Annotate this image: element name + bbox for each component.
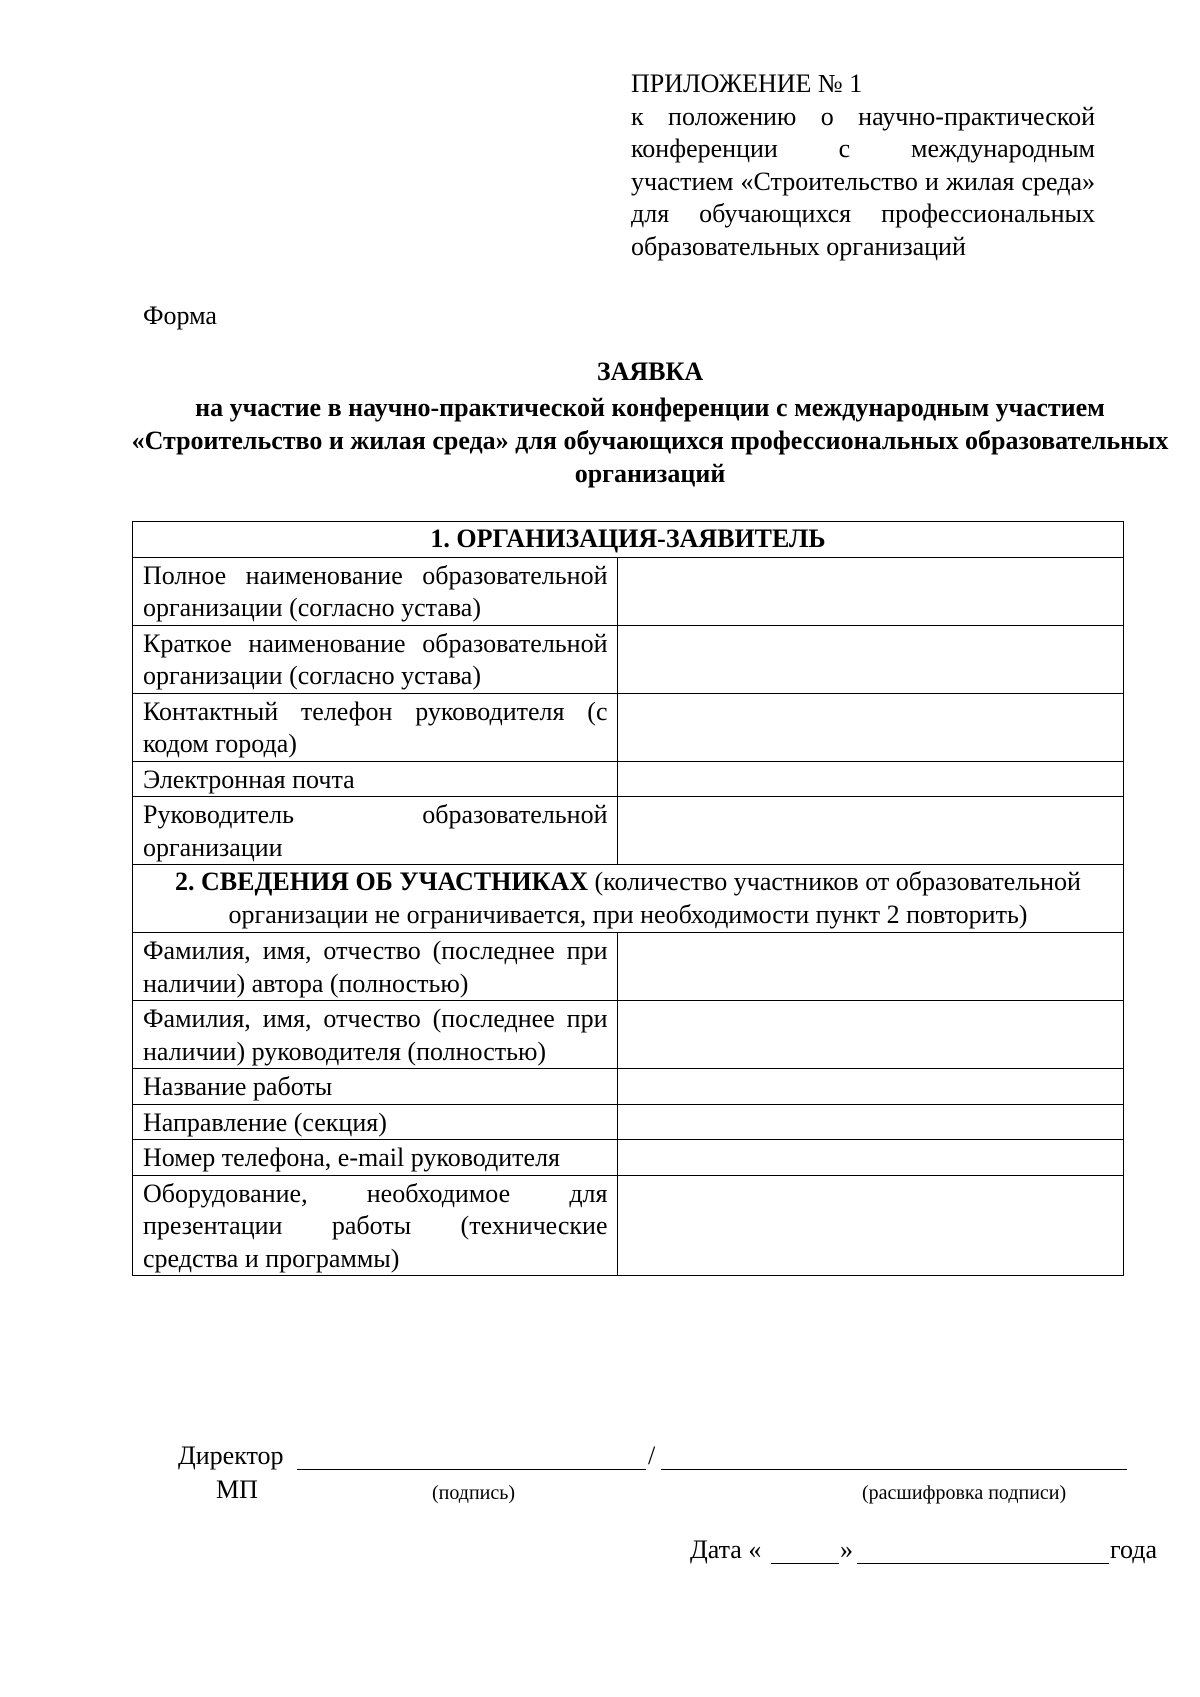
field-value-section[interactable] [618, 1104, 1124, 1140]
table-row [133, 1104, 1124, 1140]
signature-line[interactable] [297, 1469, 646, 1470]
field-value-supervisor-contacts[interactable] [618, 1140, 1124, 1176]
date-label: Дата « [690, 1535, 762, 1564]
field-value-equipment[interactable] [618, 1175, 1124, 1276]
field-value-short-name-org[interactable] [618, 625, 1124, 693]
field-label-work-title: Название работы [133, 1069, 618, 1105]
appendix-title: ПРИЛОЖЕНИЕ № 1 [631, 69, 863, 98]
field-label-equipment: Оборудование, необходимое для презентации работы (технические средства и программы) [133, 1175, 618, 1276]
field-label-email: Электронная почта [133, 761, 618, 797]
field-label-supervisor-contacts: Номер телефона, e-mail руководителя [133, 1140, 618, 1176]
field-value-work-title[interactable] [618, 1069, 1124, 1105]
section-2-header-cell [133, 865, 1124, 933]
field-value-supervisor-name[interactable] [618, 1001, 1124, 1069]
signature-decoding-line[interactable] [661, 1469, 1127, 1470]
decoding-caption: (расшифровка подписи) [862, 1482, 1067, 1504]
appendix-block [631, 68, 1095, 263]
field-label-full-name-org: Полное наименование образовательной организации (согласно устава) [133, 557, 618, 625]
stamp-label: МП [216, 1475, 258, 1504]
table-row [133, 1069, 1124, 1105]
date-month-year-line[interactable] [857, 1563, 1109, 1564]
field-label-supervisor-name: Фамилия, имя, отчество (последнее при наличии) руководителя (полностью) [133, 1001, 618, 1069]
section-2-note: (количество участников от образовательной организации не ограничивается, при необходимости пункт 2 повторить) [228, 867, 1081, 929]
field-value-author-name[interactable] [618, 933, 1124, 1001]
field-value-full-name-org[interactable] [618, 557, 1124, 625]
table-row [133, 625, 1124, 693]
table-row [133, 933, 1124, 1001]
section-1-heading: 1. ОРГАНИЗАЦИЯ-ЗАЯВИТЕЛЬ [133, 522, 1124, 558]
table-row [133, 1140, 1124, 1176]
document-title: ЗАЯВКА [596, 357, 704, 386]
field-label-author-name: Фамилия, имя, отчество (последнее при наличии) автора (полностью) [133, 933, 618, 1001]
year-label: года [1110, 1535, 1158, 1564]
signature-caption: (подпись) [432, 1482, 516, 1504]
field-value-email[interactable] [618, 761, 1124, 797]
section-2-heading: 2. СВЕДЕНИЯ ОБ УЧАСТНИКАХ [175, 867, 588, 896]
table-row [133, 1175, 1124, 1276]
form-label: Форма [143, 301, 217, 330]
table-row [133, 797, 1124, 865]
date-day-line[interactable] [771, 1563, 839, 1564]
field-value-head-phone[interactable] [618, 693, 1124, 761]
appendix-text: к положению о научно-практической конференции с международным участием «Строительство и жилая среда» для обучающихся профессиональных образовательных организаций [631, 101, 1095, 261]
date-close-quote: » [840, 1535, 853, 1564]
section-2-header-row [133, 865, 1124, 933]
field-value-org-head[interactable] [618, 797, 1124, 865]
field-label-section: Направление (секция) [133, 1104, 618, 1140]
table-row [133, 557, 1124, 625]
director-label: Директор [178, 1441, 284, 1470]
field-label-short-name-org: Краткое наименование образовательной организации (согласно устава) [133, 625, 618, 693]
application-form-table [132, 521, 1124, 1276]
document-subtitle: на участие в научно-практической конференции с международным участием «Строительство и жилая среда» для обучающихся профессиональных образовательных организаций [131, 393, 1169, 488]
signature-separator: / [648, 1441, 656, 1470]
table-row [133, 1001, 1124, 1069]
field-label-org-head: Руководитель образовательной организации [133, 797, 618, 865]
table-row [133, 761, 1124, 797]
section-1-header-row [133, 522, 1124, 558]
table-row [133, 693, 1124, 761]
field-label-head-phone: Контактный телефон руководителя (с кодом города) [133, 693, 618, 761]
